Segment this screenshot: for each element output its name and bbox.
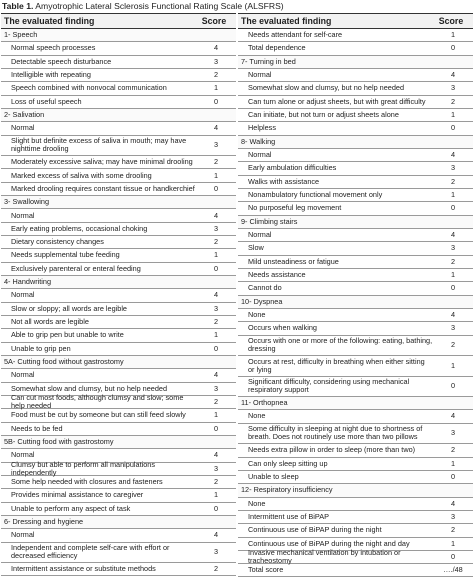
section-heading: 5A- Cutting food without gastrostomy [4, 357, 124, 367]
table-row [1, 249, 236, 262]
score-value: 1 [213, 410, 219, 420]
table-row [238, 29, 473, 42]
finding-label: Occurs with one or more of the following: eating, bathing, dressing [248, 336, 433, 354]
table-row [238, 69, 473, 82]
section-heading-row [1, 436, 236, 449]
finding-label: Provides minimal assistance to caregiver [11, 490, 144, 500]
score-value: 4 [213, 370, 219, 380]
score-value: 1 [213, 83, 219, 93]
finding-label: Normal [11, 530, 35, 540]
table-row [1, 136, 236, 157]
finding-label: Normal [11, 210, 35, 220]
finding-label: Intermittent assistance or substitute methods [11, 564, 156, 574]
section-heading-row [1, 356, 236, 369]
section-heading: 2- Salivation [4, 110, 45, 120]
finding-label: Helpless [248, 123, 276, 133]
score-value: 3 [450, 323, 456, 333]
section-heading: 10- Dyspnea [241, 296, 283, 306]
score-value: 4 [450, 411, 456, 421]
score-value: 1 [213, 250, 219, 260]
score-value: 3 [450, 511, 456, 521]
finding-label: None [248, 498, 266, 508]
score-value: 4 [450, 309, 456, 319]
score-value: 4 [450, 229, 456, 239]
table-row [238, 96, 473, 109]
score-value: 2 [213, 564, 219, 574]
section-heading: 1- Speech [4, 30, 38, 40]
table-row [1, 56, 236, 69]
table-row [238, 444, 473, 457]
table-row [1, 169, 236, 182]
table-row [238, 309, 473, 322]
table-row [238, 564, 473, 577]
caption-title: Amyotrophic Lateral Sclerosis Functional Rating Scale (ALSFRS) [35, 1, 284, 11]
table-row [1, 223, 236, 236]
finding-label: Early eating problems, occasional choking [11, 223, 148, 233]
score-value: 2 [450, 340, 456, 350]
score-value: 2 [213, 237, 219, 247]
finding-label: Exclusively parenteral or enteral feeding [11, 263, 141, 273]
finding-label: Significant difficulty, considering using mechanical respiratory support [248, 377, 410, 395]
table-right-column [238, 13, 473, 577]
table-left-column [1, 13, 236, 576]
table-row [1, 459, 236, 477]
score-value: 4 [450, 150, 456, 160]
table-row [238, 336, 473, 357]
score-value: 4 [213, 530, 219, 540]
table-row [1, 563, 236, 576]
score-value: 3 [213, 140, 219, 150]
finding-label: Occurs when walking [248, 323, 317, 333]
finding-label: Clumsy but able to perform all manipulations independently [11, 459, 155, 477]
finding-label: Speech combined with nonvocal communication [11, 83, 167, 93]
score-value: 2 [213, 397, 219, 407]
table-row [1, 156, 236, 169]
finding-label: No purposeful leg movement [248, 203, 342, 213]
finding-label: Normal [11, 123, 35, 133]
score-value: …./48 [443, 565, 463, 575]
score-value: 3 [450, 243, 456, 253]
finding-label: Normal [248, 70, 272, 80]
finding-label: Some help needed with closures and fasteners [11, 477, 163, 487]
finding-label: Needs attendant for self-care [248, 30, 343, 40]
table-row [238, 202, 473, 215]
table-row [1, 393, 236, 411]
score-value: 1 [450, 269, 456, 279]
score-value: 0 [450, 123, 456, 133]
score-value: 2 [450, 445, 456, 455]
score-value: 2 [213, 70, 219, 80]
section-heading-row [238, 136, 473, 149]
finding-label: Needs to be fed [11, 423, 63, 433]
score-value: 0 [450, 283, 456, 293]
score-value: 1 [213, 330, 219, 340]
finding-label: Mild unsteadiness or fatigue [248, 256, 339, 266]
finding-label: Walks with assistance [248, 176, 320, 186]
finding-label: Somewhat slow and clumsy, but no help needed [248, 83, 405, 93]
score-value: 0 [213, 423, 219, 433]
finding-label: Dietary consistency changes [11, 237, 104, 247]
score-value: 2 [450, 256, 456, 266]
score-value: 3 [450, 428, 456, 438]
finding-label: Independent and complete self-care with effort or decreased efficiency [11, 543, 170, 561]
score-value: 2 [450, 525, 456, 535]
table-row [1, 476, 236, 489]
table-row [1, 543, 236, 564]
table-row [1, 503, 236, 516]
table-row [1, 489, 236, 502]
score-value: 2 [213, 477, 219, 487]
finding-label: Some difficulty in sleeping at night due to shortness of breath. Does not routinely use more than two pillows [248, 424, 423, 442]
table-row [1, 289, 236, 302]
table-row [1, 42, 236, 55]
table-row [238, 242, 473, 255]
section-heading-row [238, 296, 473, 309]
score-value: 4 [450, 498, 456, 508]
table-row [238, 149, 473, 162]
table-row [1, 409, 236, 422]
score-value: 3 [213, 463, 219, 473]
score-value: 1 [450, 538, 456, 548]
section-heading-row [1, 109, 236, 122]
score-value: 3 [213, 223, 219, 233]
score-value: 1 [450, 360, 456, 370]
finding-label: Unable to sleep [248, 471, 299, 481]
table-row [1, 82, 236, 95]
score-value: 0 [213, 343, 219, 353]
score-value: 4 [213, 210, 219, 220]
finding-label: Slow or sloppy; all words are legible [11, 303, 127, 313]
finding-label: Not all words are legible [11, 317, 89, 327]
finding-label: Normal [248, 150, 272, 160]
table-row [238, 269, 473, 282]
section-heading: 9- Climbing stairs [241, 216, 298, 226]
table-row [238, 176, 473, 189]
section-heading-row [1, 196, 236, 209]
score-value: 2 [213, 157, 219, 167]
table-row [238, 109, 473, 122]
table-row [1, 303, 236, 316]
score-value: 4 [450, 70, 456, 80]
section-heading-row [1, 29, 236, 42]
table-row [238, 162, 473, 175]
section-heading-row [238, 397, 473, 410]
finding-label: Total dependence [248, 43, 306, 53]
finding-label: Invasive mechanical ventilation by intubation or tracheostomy [248, 547, 401, 565]
finding-label: Unable to grip pen [11, 343, 71, 353]
score-value: 4 [213, 43, 219, 53]
finding-label: Slight but definite excess of saliva in mouth; may have nighttime drooling [11, 136, 187, 154]
finding-label: None [248, 309, 266, 319]
section-heading-row [238, 484, 473, 497]
section-heading-row [238, 216, 473, 229]
score-value: 3 [450, 83, 456, 93]
section-heading: 4- Handwriting [4, 277, 52, 287]
finding-label: Total score [248, 565, 284, 575]
finding-label: Can turn alone or adjust sheets, but with great difficulty [248, 96, 426, 106]
score-value: 0 [450, 381, 456, 391]
score-value: 4 [213, 290, 219, 300]
finding-label: Marked drooling requires constant tissue or handkerchief [11, 183, 195, 193]
score-value: 1 [450, 30, 456, 40]
score-value: 4 [213, 123, 219, 133]
table-row [1, 343, 236, 356]
finding-label: Intelligible with repeating [11, 70, 91, 80]
table-row [238, 82, 473, 95]
table-row [1, 529, 236, 542]
section-heading: 5B- Cutting food with gastrostomy [4, 437, 114, 447]
score-value: 4 [213, 450, 219, 460]
section-heading-row [238, 56, 473, 69]
score-value: 1 [450, 190, 456, 199]
score-value: 0 [450, 471, 456, 481]
finding-label: None [248, 411, 266, 421]
table-row [238, 458, 473, 471]
table-row [238, 356, 473, 377]
finding-label: Continuous use of BiPAP during the night [248, 525, 382, 535]
score-value: 1 [213, 170, 219, 180]
table-header [1, 14, 236, 29]
finding-label: Early ambulation difficulties [248, 163, 337, 173]
table-row [238, 189, 473, 202]
table-row [238, 322, 473, 335]
score-value: 0 [450, 203, 456, 213]
header-finding: The evaluated finding [241, 16, 332, 26]
table-row [1, 329, 236, 342]
table-row [238, 524, 473, 537]
finding-label: Can only sleep sitting up [248, 458, 328, 468]
table-row [1, 183, 236, 196]
finding-label: Able to grip pen but unable to write [11, 330, 124, 340]
finding-label: Somewhat slow and clumsy, but no help needed [11, 383, 168, 393]
finding-label: Normal [11, 370, 35, 380]
score-value: 2 [450, 96, 456, 106]
score-value: 0 [213, 263, 219, 273]
finding-label: Unable to perform any aspect of task [11, 503, 131, 513]
table-caption [2, 1, 284, 11]
table-row [1, 423, 236, 436]
finding-label: Moderately excessive saliva; may have minimal drooling [11, 157, 193, 167]
table-row [238, 471, 473, 484]
table-body [1, 29, 236, 576]
section-heading: 6- Dressing and hygiene [4, 517, 84, 527]
section-heading: 3- Swallowing [4, 197, 50, 207]
score-value: 3 [450, 163, 456, 173]
score-value: 1 [450, 458, 456, 468]
table-row [238, 498, 473, 511]
score-value: 2 [450, 176, 456, 186]
table-row [238, 410, 473, 423]
finding-label: Needs extra pillow in order to sleep (more than two) [248, 445, 416, 455]
table-row [1, 209, 236, 222]
finding-label: Normal [11, 450, 35, 460]
finding-label: Intermittent use of BiPAP [248, 511, 329, 521]
score-value: 2 [213, 317, 219, 327]
score-value: 0 [213, 183, 219, 193]
score-value: 3 [213, 56, 219, 66]
table-row [1, 96, 236, 109]
table-row [238, 229, 473, 242]
finding-label: Normal speech processes [11, 43, 96, 53]
table-row [1, 236, 236, 249]
table-row [238, 256, 473, 269]
finding-label: Nonambulatory functional movement only [248, 190, 383, 199]
finding-label: Normal [11, 290, 35, 300]
finding-label: Needs assistance [248, 269, 306, 279]
score-value: 3 [213, 303, 219, 313]
section-heading-row [1, 276, 236, 289]
finding-label: Continuous use of BiPAP during the night and day [248, 538, 410, 548]
finding-label: Can initiate, but not turn or adjust sheets alone [248, 110, 399, 120]
finding-label: Can cut most foods, although clumsy and slow; some help needed [11, 393, 184, 411]
score-value: 0 [213, 503, 219, 513]
finding-label: Occurs at rest, difficulty in breathing when either sitting or lying [248, 356, 425, 374]
finding-label: Detectable speech disturbance [11, 56, 112, 66]
header-score: Score [438, 16, 464, 26]
table-row [1, 369, 236, 382]
header-score: Score [201, 16, 227, 26]
section-heading: 7- Turning in bed [241, 56, 296, 66]
table-row [238, 122, 473, 135]
finding-label: Food must be cut by someone but can still feed slowly [11, 410, 186, 420]
table-row [238, 42, 473, 55]
score-value: 0 [450, 43, 456, 53]
table-header [238, 14, 473, 29]
table-row [238, 377, 473, 398]
finding-label: Needs supplemental tube feeding [11, 250, 120, 260]
table-row [238, 511, 473, 524]
score-value: 0 [450, 551, 456, 561]
finding-label: Cannot do [248, 283, 282, 293]
table-row [1, 69, 236, 82]
table-body [238, 29, 473, 577]
header-finding: The evaluated finding [4, 16, 95, 26]
table-row [1, 263, 236, 276]
table-row [238, 424, 473, 445]
section-heading: 12- Respiratory insufficiency [241, 485, 333, 495]
score-value: 3 [213, 383, 219, 393]
finding-label: Slow [248, 243, 264, 253]
finding-label: Normal [248, 229, 272, 239]
table-row [1, 316, 236, 329]
section-heading-row [1, 516, 236, 529]
score-value: 1 [213, 490, 219, 500]
finding-label: Loss of useful speech [11, 96, 82, 106]
table-row [238, 547, 473, 565]
score-value: 0 [213, 96, 219, 106]
finding-label: Marked excess of saliva with some drooling [11, 170, 152, 180]
section-heading: 8- Walking [241, 136, 276, 146]
score-value: 1 [450, 110, 456, 120]
table-row [1, 122, 236, 135]
table-row [238, 282, 473, 295]
section-heading: 11- Orthopnea [241, 398, 288, 408]
caption-label: Table 1. [2, 1, 34, 11]
score-value: 3 [213, 547, 219, 557]
